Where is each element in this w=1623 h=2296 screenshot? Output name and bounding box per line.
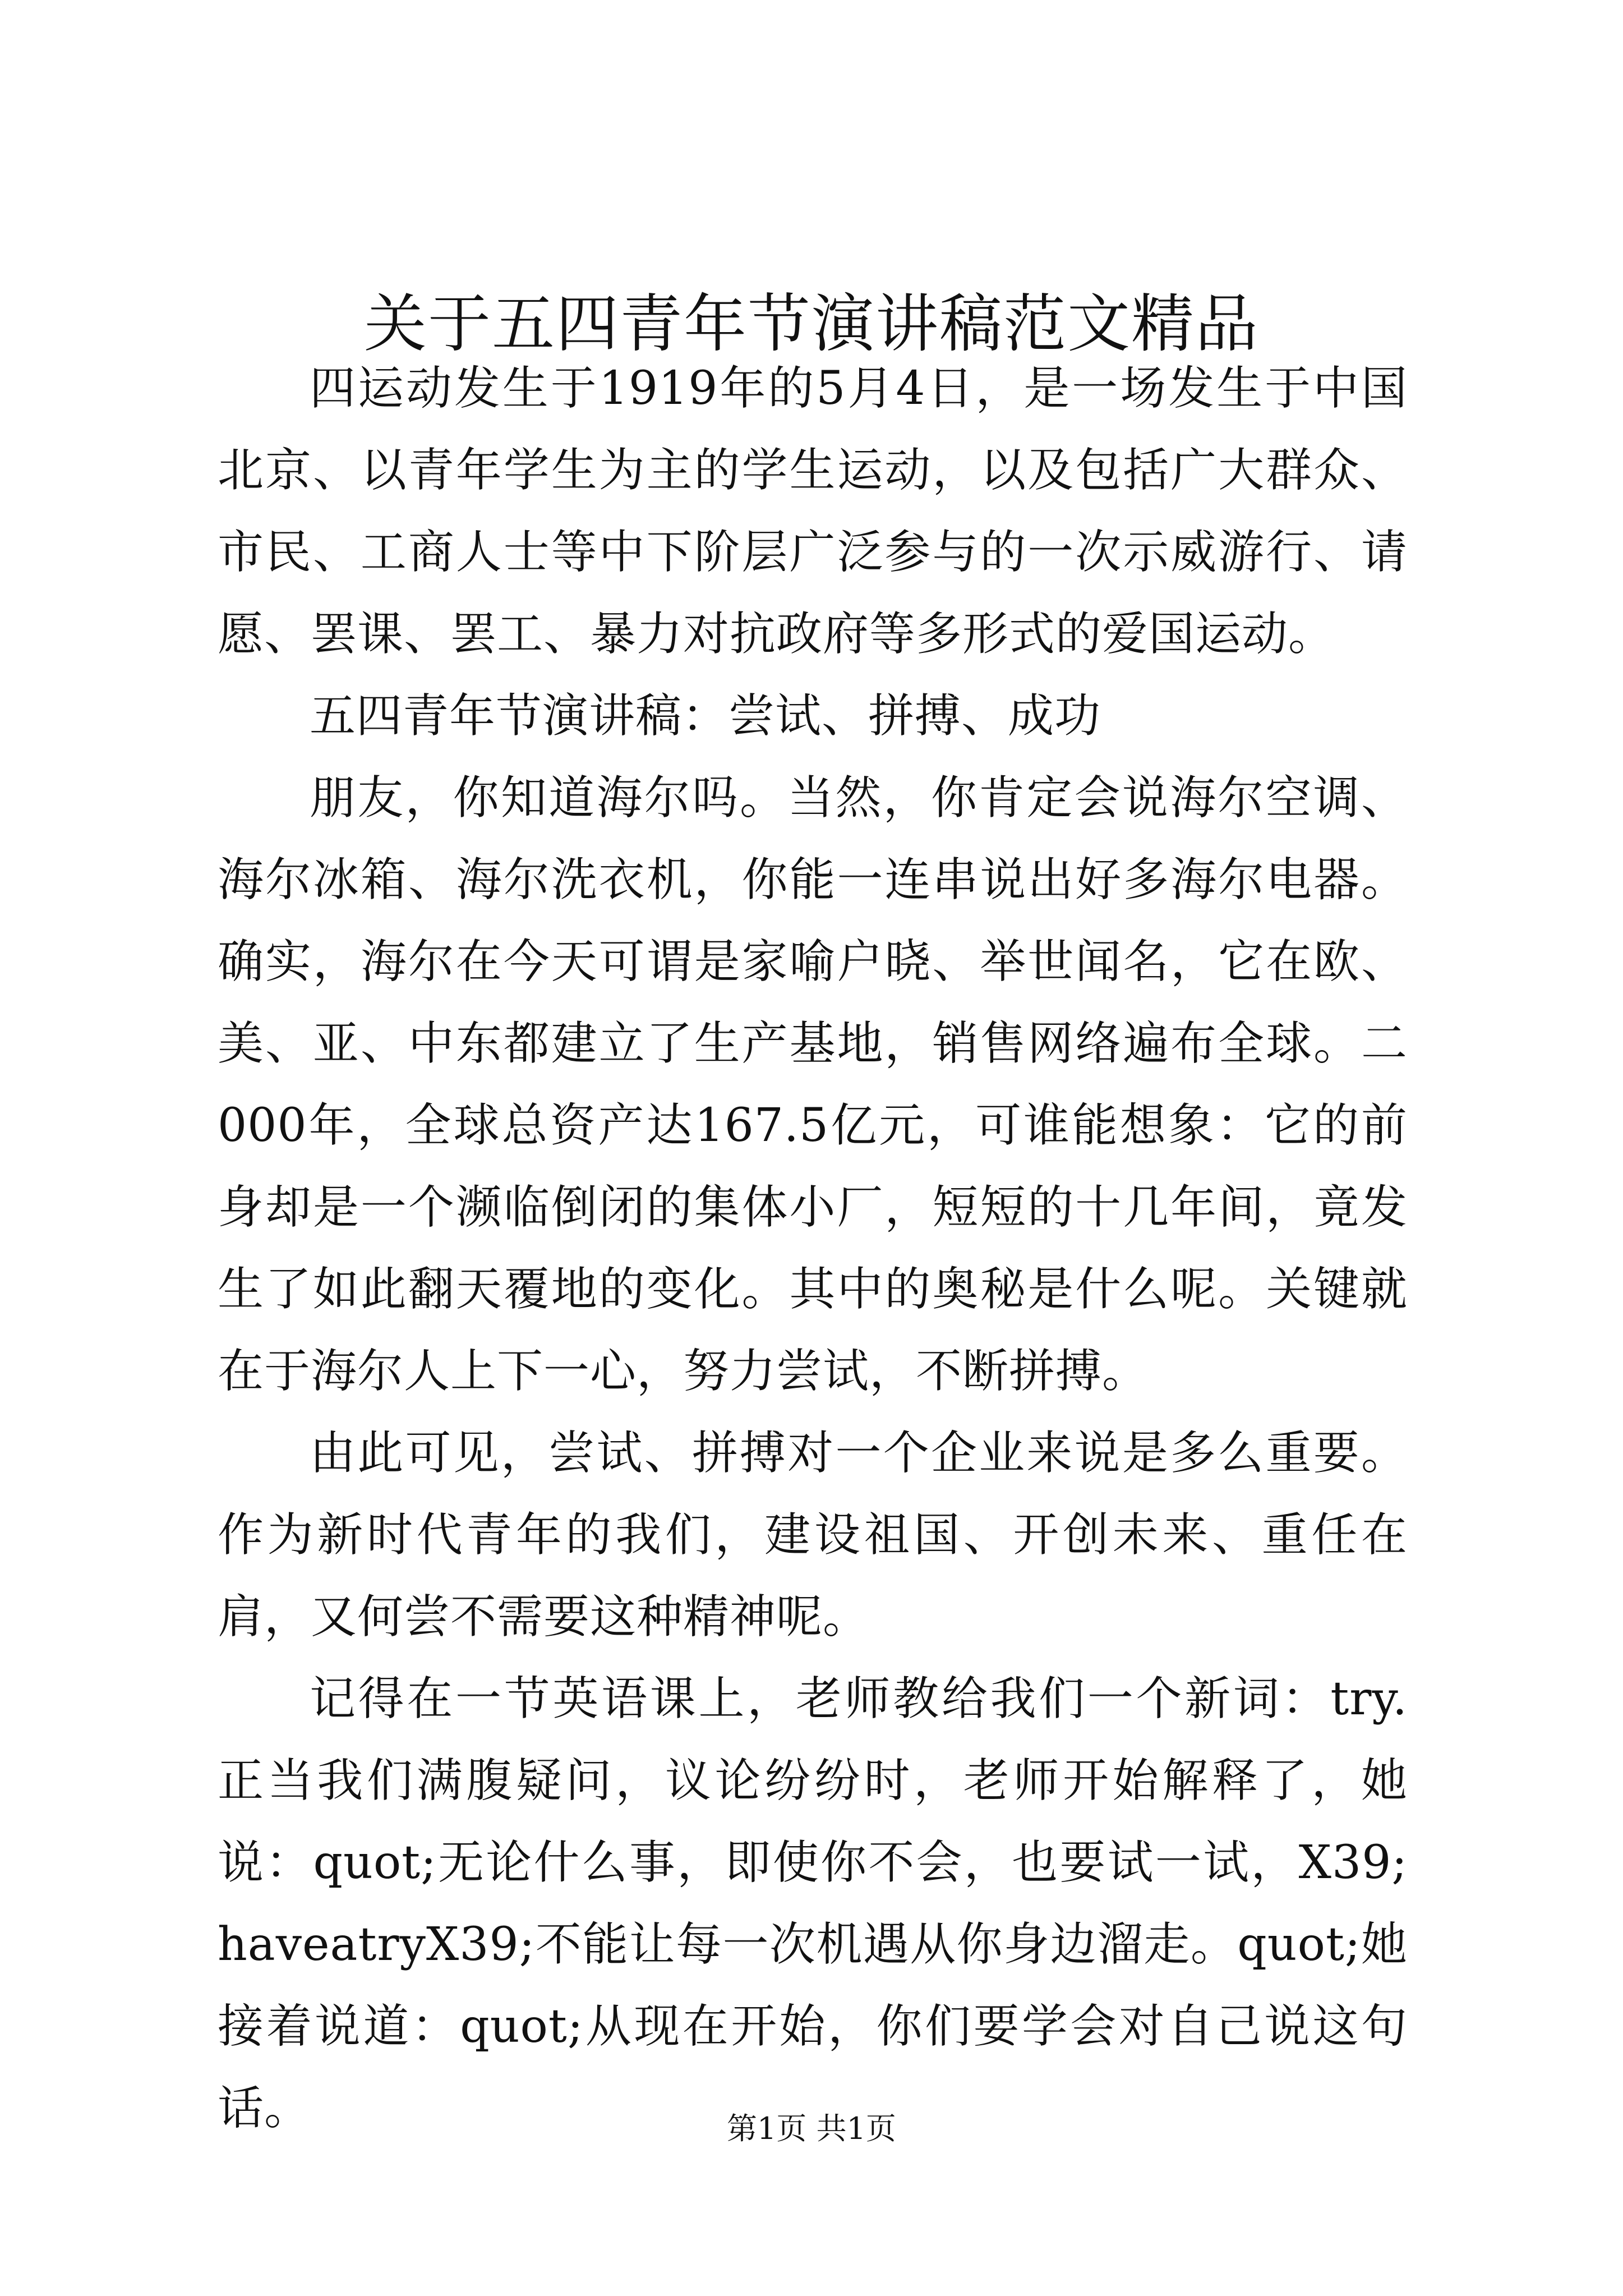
paragraph-english-class: 记得在一节英语课上，老师教给我们一个新词：try.正当我们满腹疑问，议论纷纷时，老师开始解释了，她说：quot;无论什么事，即使你不会，也要试一试，X39;haveatryX39;不能让每一次机遇从你身边溜走。quot;她接着说道：quot;从现在开始，你们要学会对自己说这句话。 [218,1672,1408,2135]
document-title: 关于五四青年节演讲稿范文精品 [364,288,1259,361]
paragraph-speech-heading: 五四青年节演讲稿：尝试、拼搏、成功 [310,689,1101,743]
paragraph-haier: 朋友，你知道海尔吗。当然，你肯定会说海尔空调、海尔冰箱、海尔洗衣机，你能一连串说出好多海尔电器。确实，海尔在今天可谓是家喻户晓、举世闻名，它在欧、美、亚、中东都建立了生产基地，销售网络遍布全球。二000年，全球总资产达167.5亿元，可谁能想象：它的前身却是一个濒临倒闭的集体小厂，短短的十几年间，竟发生了如此翻天覆地的变化。其中的奥秘是什么呢。关键就在于海尔人上下一心，努力尝试，不断拼搏。 [218,771,1408,1398]
document-body [218,348,1408,2150]
paragraph-importance: 由此可见，尝试、拼搏对一个企业来说是多么重要。作为新时代青年的我们，建设祖国、开创未来、重任在肩，又何尝不需要这种精神呢。 [218,1427,1408,1644]
page-footer: 第1页 共1页 [727,2111,896,2146]
paragraph-intro: 四运动发生于1919年的5月4日，是一场发生于中国北京、以青年学生为主的学生运动，以及包括广大群众、市民、工商人士等中下阶层广泛参与的一次示威游行、请愿、罢课、罢工、暴力对抗政府等多形式的爱国运动。 [218,362,1408,661]
